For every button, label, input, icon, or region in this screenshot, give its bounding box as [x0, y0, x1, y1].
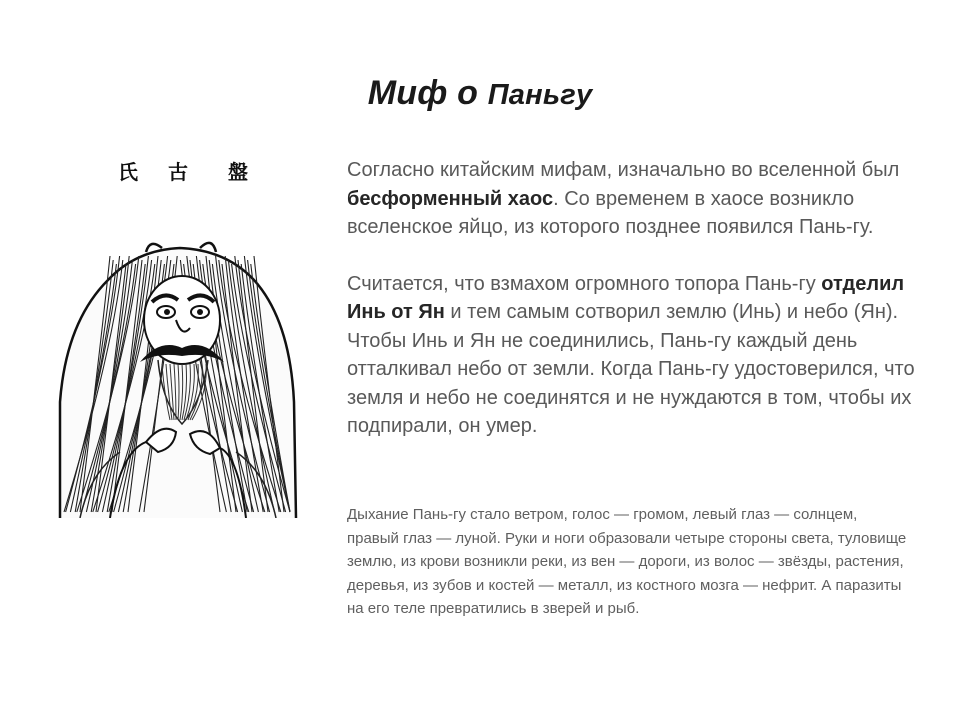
caption-char-3: 盤: [228, 160, 248, 184]
paragraph-1-bold: бесформенный хаос: [347, 187, 554, 210]
paragraph-1: [347, 156, 917, 242]
paragraph-3: Дыхание Пань-гу стало ветром, голос — громом, левый глаз — солнцем, правый глаз — луной. Руки и ноги образовали четыре стороны света, туловище землю, из крови возникли реки, из вен — дороги, из волос — звёзды, растения, деревья, из зубов и костей — металл, из костного мозга — нефрит. А паразиты на его теле превратились в зверей и рыб.: [347, 506, 907, 617]
slide-title: [0, 74, 960, 113]
slide-title-part2: Паньгу: [487, 79, 593, 111]
paragraph-2: [347, 270, 917, 441]
pangu-illustration: [50, 152, 300, 518]
paragraph-1-start: Согласно китайским мифам, изначально во вселенной был: [347, 159, 900, 181]
paragraph-2-start: Считается, что взмахом огромного топора Пань-гу: [347, 272, 822, 295]
slide-title-part1: Миф о: [367, 74, 488, 112]
pangu-woodcut-icon: [50, 152, 300, 518]
paragraph-1-end: . Со временем в хаосе возникло вселенское яйцо, из которого позднее появился Пань-гу.: [347, 187, 874, 238]
main-text: [347, 156, 917, 441]
paragraph-2-bold: отделил Инь от Ян: [347, 272, 905, 323]
paragraph-2-end: и тем самым сотворил землю (Инь) и небо (Ян). Чтобы Инь и Ян не соединились, Пань-гу каждый день отталкивал небо от земли. Когда Пань-гу удостоверился, что земля и небо не соединятся и не нуждаются в том, чтобы их подпирали, он умер.: [347, 301, 915, 437]
caption-char-1: 氏: [118, 160, 138, 184]
caption-char-2: 古: [168, 160, 188, 184]
